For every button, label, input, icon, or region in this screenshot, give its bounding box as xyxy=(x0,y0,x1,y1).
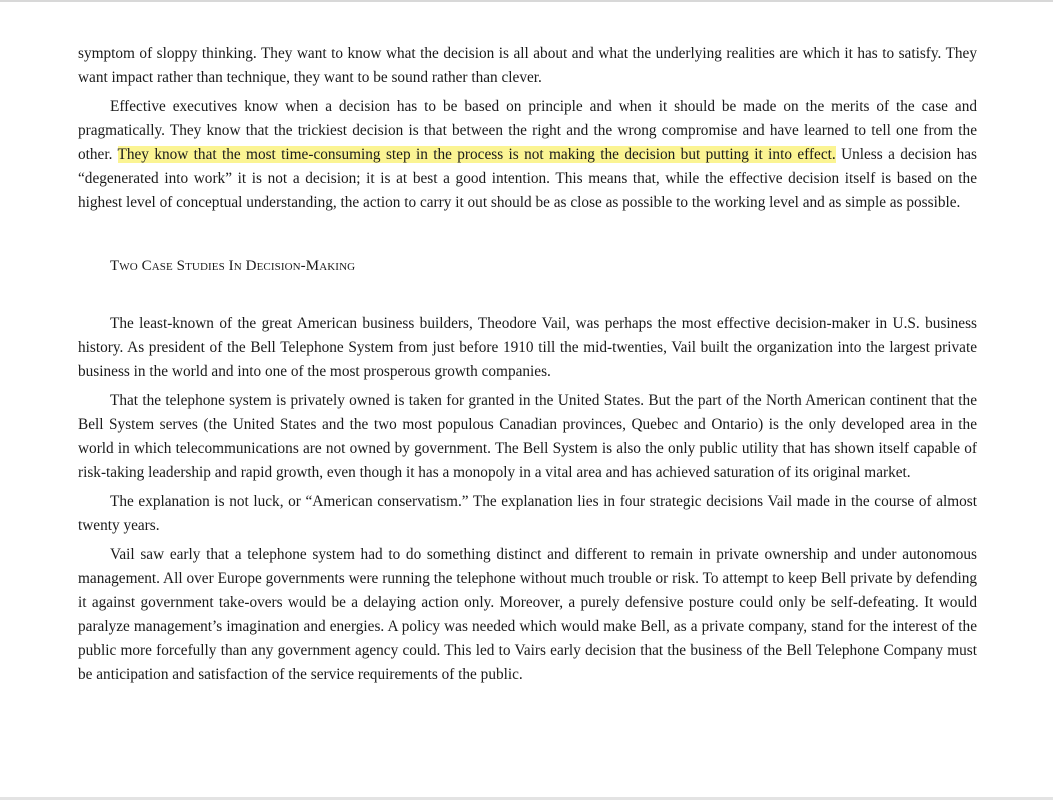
paragraph-explanation: The explanation is not luck, or “American conservatism.” The explanation lies in four strategic decisions Vail made in the course of almost twenty years. xyxy=(78,493,977,534)
paragraph-vail-policy: Vail saw early that a telephone system had to do something distinct and different to remain in private ownership and under autonomous management. All over Europe governments were running the telephone without much trouble or risk. To attempt to keep Bell private by defending it against government take-overs would be a delaying action only. Moreover, a purely defensive posture could only be self-defeating. It would paralyze management’s imagination and energies. A policy was needed which would make Bell, as a private company, stand for the interest of the public more forcefully than any government agency could. This led to Vairs early decision that the business of the Bell Telephone Company must be anticipation and satisfaction of the service requirements of the public. xyxy=(78,546,977,683)
document-page xyxy=(78,42,977,692)
paragraph-text: Unless a decision has “degenerated into work” it is not a decision; it is at best a good intention. This means that, while the effective decision itself is based on the highest level of conceptual understanding, the action to carry it out should be as close as possible to the working level and as simple as possible. xyxy=(78,146,977,211)
highlighted-text[interactable]: They know that the most time-consuming step in the process is not making the decision but putting it into effect. xyxy=(117,146,836,163)
section-heading: Two Case Studies In Decision-Making xyxy=(110,258,356,274)
top-border xyxy=(0,0,1053,2)
paragraph-continuation: symptom of sloppy thinking. They want to know what the decision is all about and what the underlying realities are which it has to satisfy. They want impact rather than technique, they want to be sound rather than clever. xyxy=(78,45,977,86)
paragraph-telephone-ownership: That the telephone system is privately owned is taken for granted in the United States. But the part of the North American continent that the Bell System serves (the United States and the two most populous Canadian provinces, Quebec and Ontario) is the only developed area in the world in which telecommunications are not owned by government. The Bell System is also the only public utility that has shown itself capable of risk-taking leadership and rapid growth, even though it has a monopoly in a vital area and has achieved saturation of its original market. xyxy=(78,392,977,481)
paragraph-text: Effective executives know when a decision has to be based on principle and when it should be made on the merits of the case and pragmatically. They know that the trickiest decision is that between the right and the wrong compromise and have learned to tell one from the other. xyxy=(78,98,977,163)
paragraph-theodore-vail: The least-known of the great American business builders, Theodore Vail, was perhaps the most effective decision-maker in U.S. business history. As president of the Bell Telephone System from just before 1910 till the mid-twenties, Vail built the organization into the largest private business in the world and into one of the most prosperous growth companies. xyxy=(78,315,977,380)
paragraph-effective-executives xyxy=(78,95,977,215)
